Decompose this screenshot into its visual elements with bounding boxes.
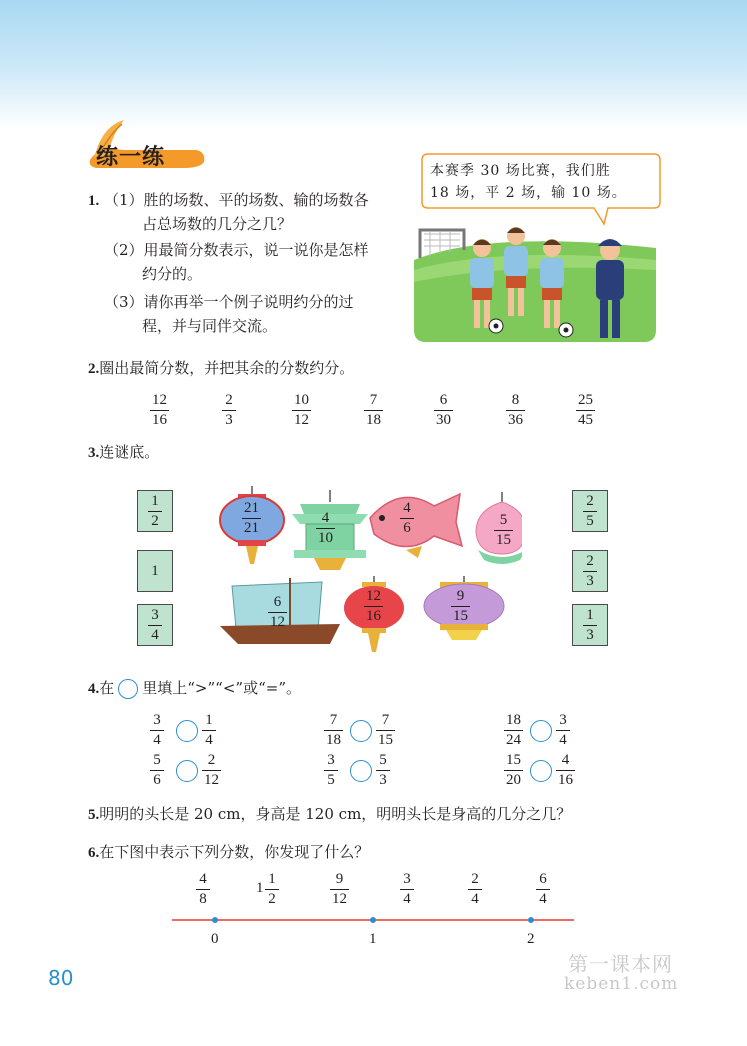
- left-card-2[interactable]: 1: [137, 550, 173, 592]
- q2-heading: 2.圈出最简分数，并把其余的分数约分。: [88, 359, 355, 377]
- page-title: 练一练: [96, 145, 166, 170]
- riddle-peach-fraction: 5 15: [496, 512, 511, 548]
- q5-heading: 5.明明的头长是 20 cm，身高是 120 cm，明明头长是身高的几分之几？: [88, 805, 572, 823]
- right-card-3[interactable]: $\frac{1}{3}$: [572, 604, 608, 646]
- q4-right-fraction: 4 16: [558, 752, 573, 788]
- right-card-1[interactable]: $\frac{2}{5}$: [572, 490, 608, 532]
- tick-dot-1: [370, 917, 376, 923]
- q4-heading: 4.在 里填上“>”“<”或“=”。: [88, 679, 301, 697]
- q4-left-fraction: 5 6: [150, 752, 164, 789]
- q6-heading: 6.在下图中表示下列分数，你发现了什么？: [88, 843, 370, 861]
- page-number: 80: [48, 966, 74, 990]
- q1-part-1: （1）胜的场数、平的场数、输的场数各 占总场数的几分之几？: [104, 191, 369, 233]
- tick-label-0: 0: [211, 931, 219, 947]
- tick-dot-0: [212, 917, 218, 923]
- riddle-red-lantern-fraction: 12 16: [366, 588, 381, 624]
- q1-number: 1.: [88, 193, 100, 209]
- tick-label-1: 1: [369, 931, 377, 947]
- q6-fraction: 1 2: [265, 871, 279, 908]
- q2-fraction: 12 16: [152, 392, 167, 428]
- top-gradient-band: [0, 0, 747, 130]
- q2-fraction: 2 3: [222, 392, 236, 429]
- compare-circle-input[interactable]: [530, 760, 552, 782]
- q6-fraction: 3 4: [400, 871, 414, 908]
- compare-circle-input[interactable]: [176, 720, 198, 742]
- q2-fraction: 25 45: [578, 392, 593, 428]
- right-card-2[interactable]: $\frac{2}{3}$: [572, 550, 608, 592]
- q6-fraction: 2 4: [468, 871, 482, 908]
- q2-fraction: 8 36: [508, 392, 523, 428]
- number-line: [170, 912, 580, 932]
- q6-fraction: 4 8: [196, 871, 210, 908]
- q4-left-fraction: 7 18: [326, 712, 341, 748]
- tick-label-2: 2: [527, 931, 535, 947]
- q1: [88, 188, 99, 213]
- q4-right-fraction: 7 15: [378, 712, 393, 748]
- q2-fraction: 7 18: [366, 392, 381, 428]
- q1-part-3: （3）请你再举一个例子说明约分的过 程，并与同伴交流。: [104, 293, 354, 335]
- watermark-cn: 第一课本网: [568, 952, 673, 976]
- q3-heading: 3.连谜底。: [88, 443, 160, 461]
- compare-circle-input[interactable]: [530, 720, 552, 742]
- speech-text: 本赛季 30 场比赛，我们胜 18 场，平 2 场，输 10 场。: [430, 163, 627, 201]
- q4-right-fraction: 1 4: [202, 712, 216, 749]
- q2-fraction: 10 12: [294, 392, 309, 428]
- mixed-number-whole: 1: [256, 880, 264, 896]
- watermark-en: keben1.com: [564, 974, 679, 994]
- left-card-3[interactable]: $\frac{3}{4}$: [137, 604, 173, 646]
- compare-circle-input[interactable]: [176, 760, 198, 782]
- q6-fraction: 9 12: [332, 871, 347, 907]
- compare-circle-input[interactable]: [350, 720, 372, 742]
- left-card-1[interactable]: $\frac{1}{2}$: [137, 490, 173, 532]
- riddle-purple-lantern-fraction: 9 15: [453, 588, 468, 624]
- q4-left-fraction: 3 5: [324, 752, 338, 789]
- q6-fraction: 6 4: [536, 871, 550, 908]
- tick-dot-2: [528, 917, 534, 923]
- q4-left-fraction: 15 20: [506, 752, 521, 788]
- q4-right-fraction: 3 4: [556, 712, 570, 749]
- riddle-fish-fraction: 4 6: [400, 500, 414, 537]
- circle-icon: [118, 679, 138, 699]
- riddle-pavilion-fraction: 4 10: [318, 510, 333, 546]
- q2-fraction: 6 30: [436, 392, 451, 428]
- q4-right-fraction: 2 12: [204, 752, 219, 788]
- riddle-pictures-right: [416, 484, 522, 654]
- q4-left-fraction: 18 24: [506, 712, 521, 748]
- q4-right-fraction: 5 3: [376, 752, 390, 789]
- riddle-lantern-fraction: 21 21: [244, 500, 259, 536]
- riddle-boat-fraction: 6 12: [270, 594, 285, 630]
- compare-circle-input[interactable]: [350, 760, 372, 782]
- q1-part-2: （2）用最简分数表示，说一说你是怎样 约分的。: [104, 241, 369, 283]
- q4-left-fraction: 3 4: [150, 712, 164, 749]
